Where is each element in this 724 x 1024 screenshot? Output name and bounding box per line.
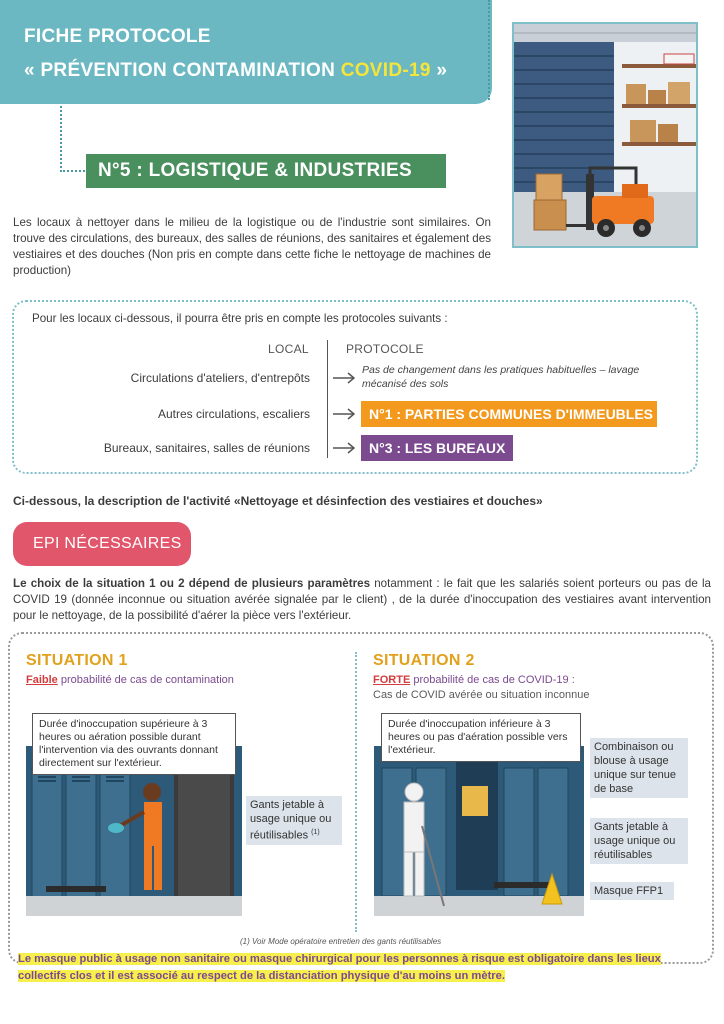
protocol-row-1: Pas de changement dans les pratiques habituelles – lavage mécanisé des sols [362,364,640,390]
situation2-title: SITUATION 2 [373,652,475,669]
title-post: » [430,60,448,81]
choice-rest: notamment : le fait que les salariés soient porteurs ou pas de la COVID 19 (donnée inconnue ou situation avérée signalée par le client) , de la durée d'inoccupation des vestiaires avant intervention pour le nettoyage, de la possibilité d'aérer la pièce vers l'extérieur. [13,577,711,622]
epi-badge: EPI NÉCESSAIRES [13,522,191,566]
forklift-warehouse-image [514,24,698,248]
title-highlight: COVID-19 [340,60,431,81]
situation1-gloves-note: (1) [311,829,320,836]
situation2-subtitle-line2: Cas de COVID avérée ou situation inconnue [373,689,590,701]
choice-paragraph [13,576,711,624]
arrow-right-icon [333,408,355,420]
protocols-intro: Pour les locaux ci-dessous, il pourra être pris en compte les protocoles suivants : [32,312,448,325]
local-row-1: Circulations d'ateliers, d'entrepôts [130,371,310,385]
column-divider [327,340,328,458]
situation2-suit-label: Combinaison ou blouse à usage unique sur tenue de base [590,738,688,798]
situations-divider [355,652,357,932]
situation2-illustration [374,746,584,916]
situation1-subtitle [26,674,234,686]
arrow-right-icon [333,442,355,454]
locker-room-scene-2 [374,746,584,916]
mask-note-line1: Le masque public à usage non sanitaire ou masque chirurgical pour les personnes à risque est obligatoire dans les lieux [18,953,661,965]
situation1-gloves-text: Gants jetable à usage unique ou réutilisables [250,799,332,842]
choice-bold: Le choix de la situation 1 ou 2 dépend de plusieurs paramètres [13,577,371,590]
intro-paragraph: Les locaux à nettoyer dans le milieu de la logistique ou de l'industrie sont similaires. On trouve des circulations, des bureaux, des salles de réunions, des sanitaires et également des vestiaires et des douches (Non pris en compte dans cette fiche le nettoyage de machines de production) [13,216,491,277]
situation2-level: FORTE [373,674,411,686]
activity-description: Ci-dessous, la description de l'activité «Nettoyage et désinfection des vestiaires et douches» [13,494,543,508]
mask-note-line2: collectifs clos et il est associé au respect de la distanciation physique d'au moins un mètre. [18,970,505,982]
situation2-mask-label: Masque FFP1 [590,882,674,900]
situation1-sub-rest: probabilité de cas de contamination [57,674,234,686]
arrow-right-icon [333,372,355,384]
warehouse-illustration [512,22,698,248]
mask-obligation-note [18,951,688,985]
situation2-sub-rest: probabilité de cas de COVID-19 : [410,674,575,686]
situation1-gloves-label [246,796,342,845]
situation1-title: SITUATION 1 [26,652,128,669]
title-pre: « PRÉVENTION CONTAMINATION [24,60,341,81]
header-dotted-edge [488,0,490,100]
situation2-subtitle [373,674,575,686]
situation1-callout: Durée d'inoccupation supérieure à 3 heures ou aération possible durant l'intervention via des ouvrants donnant directement sur l'extérieur. [32,713,236,775]
page-title-line2 [24,60,447,82]
protocol-tag-parties-communes: N°1 : PARTIES COMMUNES D'IMMEUBLES [361,401,657,427]
header-band [0,0,492,104]
dotted-connector [60,106,88,172]
page-title-line1: FICHE PROTOCOLE [24,26,211,47]
local-row-2: Autres circulations, escaliers [157,407,310,421]
section-banner: N°5 : LOGISTIQUE & INDUSTRIES [86,154,446,188]
protocol-tag-bureaux: N°3 : LES BUREAUX [361,435,513,461]
footnote: (1) Voir Mode opératoire entretien des gants réutilisables [240,937,442,946]
column-header-protocole: PROTOCOLE [346,342,424,356]
situation2-gloves-label: Gants jetable à usage unique ou réutilisables [590,818,688,864]
local-row-3: Bureaux, sanitaires, salles de réunions [103,441,310,455]
situation1-level: Faible [26,674,58,686]
column-header-local: LOCAL [268,342,309,356]
situation2-callout: Durée d'inoccupation inférieure à 3 heures ou pas d'aération possible vers l'extérieur. [381,713,581,762]
